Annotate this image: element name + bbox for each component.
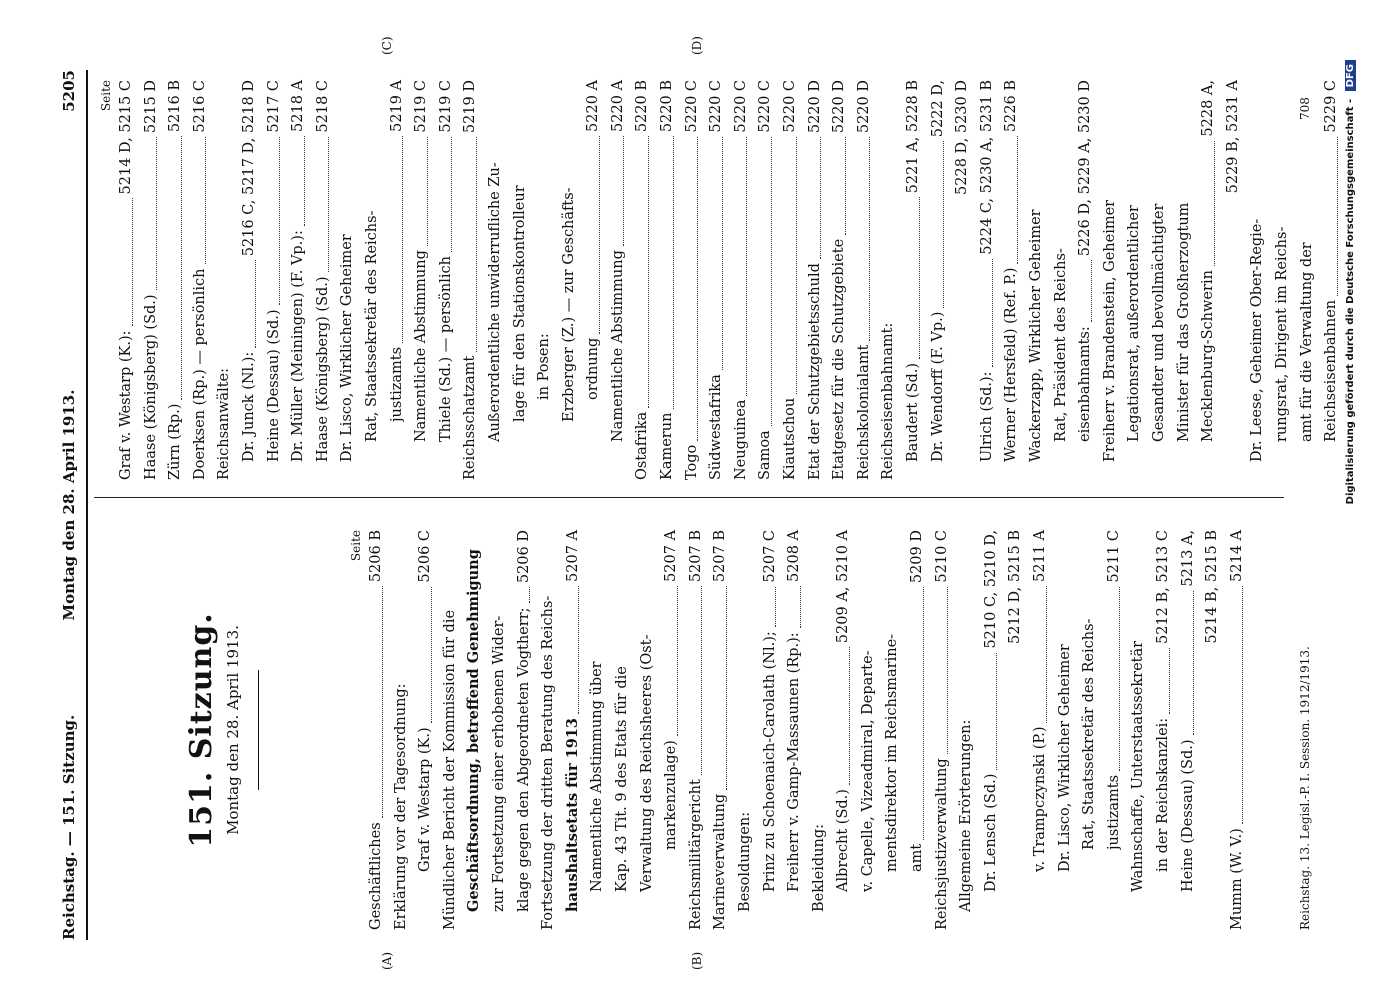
leader-dots [701,586,702,775]
page-reference: 5220 C [782,80,799,133]
page-reference: 5220 D [855,80,872,134]
entry-label: Dr. Junck (Nl.): [240,351,257,462]
page-reference: 5206 B [368,530,384,583]
index-line: in Posen: [536,333,553,400]
entry-label: Togo [683,444,700,480]
index-entry [926,80,951,480]
page-reference: 5220 D [806,80,823,134]
entry-label: Marineverwaltung [712,793,729,930]
right-index-list [114,80,1344,480]
index-line: Geschäftsordnung, betreffend Genehmigung [465,549,483,912]
leader-dots [132,198,133,326]
leader-dots [919,197,920,359]
leader-dots [382,586,383,818]
page-reference: 5207 A [663,530,680,582]
leader-dots [992,259,993,368]
index-line: Rat, Staatssekretär des Reichs- [1081,618,1098,850]
seite-label: Seite [349,530,363,562]
entry-label: Namentliche Abstimmung [413,250,430,442]
page-reference: 5209 A, 5210 A [835,530,852,644]
index-entry [758,530,783,930]
index-entry [782,530,807,930]
page-reference: 5219 D [462,80,479,134]
entry-label: markenzulage) [663,740,680,850]
index-entry [708,530,733,930]
page-reference: 5228 A, [1200,80,1217,137]
entry-label: Reichsschatzamt [462,355,479,480]
entry-label: klage gegen den Abgeordneten Vogtherr; [515,607,532,912]
leader-dots [1046,586,1047,723]
index-line: v. Capelle, Vizeadmiral, Departe- [859,650,876,892]
index-entry [286,80,311,480]
leader-dots [775,587,776,628]
page-reference: 5220 A [585,80,602,132]
margin-marker-c: (C) [380,36,394,55]
entry-label: Südwestafrika [708,374,725,480]
leader-dots [304,136,305,226]
index-entry [753,80,778,480]
index-entry [1028,530,1053,930]
entry-label: Etatgesetz für die Schutzgebiete [831,238,848,480]
entry-label: Doerksen (Rp.) — persönlich [191,268,208,480]
leader-dots [279,137,280,306]
entry-label: Prinz zu Schoenaich-Carolath (Nl.); [761,631,778,892]
running-head [60,70,88,940]
entry-label: Reichseisenbahnen [1323,299,1340,442]
leader-dots [255,260,256,347]
page-reference: 5216 C [191,80,208,133]
entry-label: Reichsmilitärgericht [687,779,704,930]
page-reference-continued: 5228 D, 5230 D [954,80,971,195]
index-line: Erzberger (Z.) — zur Geschäfts- [560,187,577,422]
index-entry [630,80,655,480]
page-reference: 5211 A [1032,530,1049,582]
leader-dots [796,137,797,394]
index-line: Reichseisenbahnamt: [880,322,897,480]
leader-dots [845,137,846,235]
leader-dots [1242,586,1243,824]
leader-dots [996,653,997,770]
page-reference: 5219 A [388,80,405,132]
leader-dots [402,136,403,343]
page-reference: 5211 C [1105,530,1122,583]
index-entry [413,530,438,930]
session-rule [258,670,259,790]
leader-dots [677,586,678,736]
page-reference-continued: 5212 D, 5215 B [1007,530,1024,645]
leader-dots [1193,591,1194,736]
entry-label: Reichsjustizverwaltung [933,758,950,930]
entry-label: Ulrich (Sd.): [978,371,995,462]
page-reference: 5208 A [786,530,803,582]
entry-label: Haase (Königsberg) (Sd.) [142,294,159,480]
digitization-note [1345,60,1356,940]
page-reference-continued: 5214 B, 5215 B [1204,530,1221,644]
index-entry [434,80,459,480]
leader-dots [1169,648,1170,714]
leader-dots [771,137,772,427]
running-head-left: Reichstag. — 151. Sitzung. [60,714,78,940]
index-entry [901,80,926,480]
index-entry [680,80,705,480]
index-entry [655,80,680,480]
leader-dots [869,137,870,340]
entry-label: Mumm (W. V.) [1228,828,1245,930]
leader-dots [943,141,944,307]
page-reference: 5213 A, [1179,530,1196,587]
leader-dots [1337,137,1338,296]
page-reference: 5220 D [831,80,848,134]
index-entry [606,80,631,480]
entry-label: Reichskolonialamt [855,344,872,480]
page-reference: 5210 C, 5210 D, [982,530,999,649]
index-line: rungsrat, Dirigent im Reichs- [1273,226,1290,442]
leader-dots [427,137,428,247]
left-index-list [364,530,1249,930]
page-reference: 5222 D, [929,80,946,138]
page-reference: 5210 C [933,530,950,583]
index-line: Kap. 43 Tit. 9 des Etats für die [613,666,630,892]
index-entry [188,80,213,480]
entry-label: Kamerun [659,412,676,480]
entry-label: amt [909,843,926,872]
index-entry [1151,530,1176,930]
index-entry [684,530,709,930]
page-reference: 5226 B [1003,80,1020,133]
index-entry [1225,530,1250,930]
index-entry [803,80,828,480]
leader-dots [529,587,530,603]
entry-label: Dr. Müller (Meiningen) (F. Vp.): [290,230,307,462]
session-date: Montag den 28. April 1913. [224,625,242,835]
index-line: Erklärung vor der Tagesordnung: [392,683,409,930]
entry-label: in der Reichskanzlei: [1155,717,1171,872]
leader-dots [623,136,624,246]
leader-dots [476,137,477,352]
page-number: 5205 [60,70,78,112]
leader-dots [1091,260,1092,322]
page-reference: 5224 C, 5230 A, 5231 B [978,80,995,255]
index-entry [114,80,139,480]
entry-label: Albrecht (Sd.) [835,789,852,892]
page-reference: 5219 C [413,80,430,133]
page-reference: 5218 C [314,80,331,133]
entry-label: Neuguinea [732,399,749,480]
sheet-signature: 708 [1298,97,1312,120]
index-line: Bekleidung: [810,823,827,912]
entry-label: Samoa [757,430,774,480]
page-reference: 5206 D [515,530,532,584]
page-reference: 5220 C [757,80,774,133]
index-line: Rat, Staatssekretär des Reichs- [363,210,380,442]
entry-label: Graf v. Westarp (K.): [118,330,134,480]
index-entry [729,80,754,480]
leader-dots [431,587,432,724]
margin-marker-a: (A) [380,951,394,970]
digitization-text: Digitalisierung gefördert durch die Deutsche Forschungsgemeinschaft - [1345,98,1356,505]
page-reference: 5220 B [634,80,651,133]
entry-label: Geschäftliches [368,822,384,930]
left-column [98,530,1249,930]
leader-dots [1119,587,1120,771]
session-title: 151. Sitzung. [184,612,219,848]
entry-label: Werner (Hersfeld) (Ref. P.) [1003,267,1020,462]
page-reference: 5220 C [683,80,700,133]
index-line: Dr. Lisco, Wirklicher Geheimer [339,234,356,462]
index-line: Legationsrat, außerordentlicher [1126,205,1143,442]
index-entry [163,80,188,480]
index-line: Freiherr v. Brandenstein, Geheimer [1101,199,1118,462]
entry-label: Graf v. Westarp (K.) [417,727,434,872]
leader-dots [820,137,821,259]
leader-dots [205,137,206,265]
entry-label: ordnung [585,337,602,400]
page-reference: 5221 A, 5228 B [905,80,921,194]
leader-dots [599,136,600,334]
index-entry [1102,530,1127,930]
entry-label: haushaltsetats für 1913 [563,717,581,912]
page-reference: 5226 D, 5229 A, 5230 D [1077,80,1094,257]
index-entry [979,530,1004,930]
index-line: Minister für das Großherzogtum [1175,202,1192,442]
entry-label: v. Trampczynski (P.) [1032,726,1049,872]
index-line: Rat, Präsident des Reichs- [1052,248,1069,442]
dfg-logo: DFG [1345,60,1356,91]
leader-dots [648,136,649,408]
leader-dots [181,136,182,399]
page-reference: 5216 C, 5217 D, 5218 D [240,80,257,257]
index-line: Fortsetzung der dritten Beratung des Reichs- [540,595,557,930]
entry-label: Dr. Wendorff (F. Vp.) [929,311,946,462]
index-line: Wahnschaffe, Unterstaatssekretär [1130,640,1147,892]
entry-label: Freiherr v. Gamp-Massaunen (Rp.): [786,632,803,892]
index-entry [999,80,1024,480]
index-entry [704,80,729,480]
leader-dots [673,136,674,408]
entry-label: Haase (Königsberg) (Sd.) [314,276,331,462]
index-line: Allgemeine Erörterungen: [958,719,975,912]
page-reference: 5220 C [732,80,749,133]
page-reference: 5216 B [167,80,184,133]
index-line: Reichsanwälte: [216,367,233,480]
leader-dots [156,137,157,290]
seite-label-right: Seite [99,80,113,112]
entry-label: justizamts [388,346,405,422]
index-entry [561,530,586,930]
margin-marker-b: (B) [690,951,704,970]
index-entry [827,80,852,480]
page-reference: 5229 C [1323,80,1340,133]
entry-label: Heine (Dessau) (Sd.) [265,309,282,462]
index-entry [237,80,262,480]
index-entry [778,80,803,480]
page-reference: 5217 C [265,80,282,133]
margin-marker-d: (D) [690,36,704,55]
leader-dots [1214,141,1215,266]
leader-dots [1017,136,1018,263]
index-line: amt für die Verwaltung der [1298,242,1315,442]
index-entry [831,530,856,930]
leader-dots [451,137,452,252]
leader-dots [800,586,801,628]
leader-dots [947,587,948,755]
page-reference: 5220 C [708,80,725,133]
index-line: Dr. Leese, Geheimer Ober-Regie- [1249,218,1266,462]
entry-label: Etat der Schutzgebietsschuld [806,263,823,480]
index-entry [262,80,287,480]
right-column [98,80,1344,480]
index-line: Dr. Lisco, Wirklicher Geheimer [1056,644,1073,872]
index-line: Namentliche Abstimmung über [589,661,606,892]
index-entry [581,80,606,480]
entry-label: Mecklenburg-Schwerin [1200,270,1217,442]
leader-dots [697,137,698,441]
index-line: Besoldungen: [736,811,753,912]
page-reference: 5207 B [687,530,704,583]
leader-dots [726,586,727,790]
entry-label: Baudert (Sd.) [905,362,921,462]
column-divider [94,497,1284,498]
index-entry [458,80,483,480]
index-entry [852,80,877,480]
index-line: Außerordentliche unwiderrufliche Zu- [486,162,503,442]
entry-label: Thiele (Sd.) — persönlich [437,256,454,442]
running-head-date: Montag den 28. April 1913. [60,389,78,621]
index-line: zur Fortsetzung einer erhobenen Wider- [490,615,507,912]
leader-dots [849,647,850,785]
entry-label: Zürn (Rp.) [167,403,184,480]
entry-label: eisenbahnamts: [1077,326,1094,442]
page-reference: 5219 C [437,80,454,133]
index-line: Gesandter und bevollmächtigter [1150,203,1167,442]
page-reference: 5215 D [142,80,159,134]
leader-dots [746,137,747,396]
index-entry [930,530,955,930]
footer-imprint: Reichstag. 13. Legisl.-P. I. Session. 1912/1913. [1298,646,1312,930]
leader-dots [328,137,329,273]
session-heading [98,530,259,930]
page-reference-continued: 5229 B, 5231 A [1224,80,1241,194]
page-reference: 5214 D, 5215 C [118,80,134,195]
index-line: mentsdirektor im Reichsmarine- [884,633,901,872]
entry-label: Heine (Dessau) (Sd.) [1179,739,1196,892]
entry-label: Kiautschou [782,397,799,480]
index-entry [1196,80,1221,480]
page-reference: 5214 A [1228,530,1245,582]
index-line: Wackerzapp, Wirklicher Geheimer [1027,209,1044,462]
index-entry [385,80,410,480]
page-reference: 5218 A [290,80,307,132]
leader-dots [722,137,723,371]
index-entry [139,80,164,480]
entry-label: Namentliche Abstimmung [609,250,626,442]
index-entry [975,80,1000,480]
index-line: Mündlicher Bericht der Kommission für die [441,609,458,930]
index-entry [1319,80,1344,480]
leader-dots [578,586,579,714]
leader-dots [923,587,924,840]
index-line: lage für den Stationskontrolleur [511,185,528,422]
index-line: Verwaltung des Reichsheeres (Ost- [638,634,655,892]
page-reference: 5220 B [659,80,676,133]
page-reference: 5220 A [609,80,626,132]
page-reference: 5209 D [909,530,926,584]
entry-label: justizamts [1105,774,1122,850]
index-entry [1073,80,1098,480]
page-reference: 5207 B [712,530,729,583]
index-entry [364,530,389,930]
index-entry [1176,530,1201,930]
page-reference: 5207 A [564,530,581,582]
index-entry [512,530,537,930]
page-reference: 5212 B, 5213 C [1155,530,1171,644]
footer [1298,530,1312,930]
page-reference: 5207 C [761,530,778,583]
entry-label: Ostafrika [634,411,651,480]
index-entry [311,80,336,480]
page-reference: 5206 C [417,530,434,583]
entry-label: Dr. Lensch (Sd.) [982,773,999,892]
index-entry [659,530,684,930]
index-entry [409,80,434,480]
index-entry [905,530,930,930]
